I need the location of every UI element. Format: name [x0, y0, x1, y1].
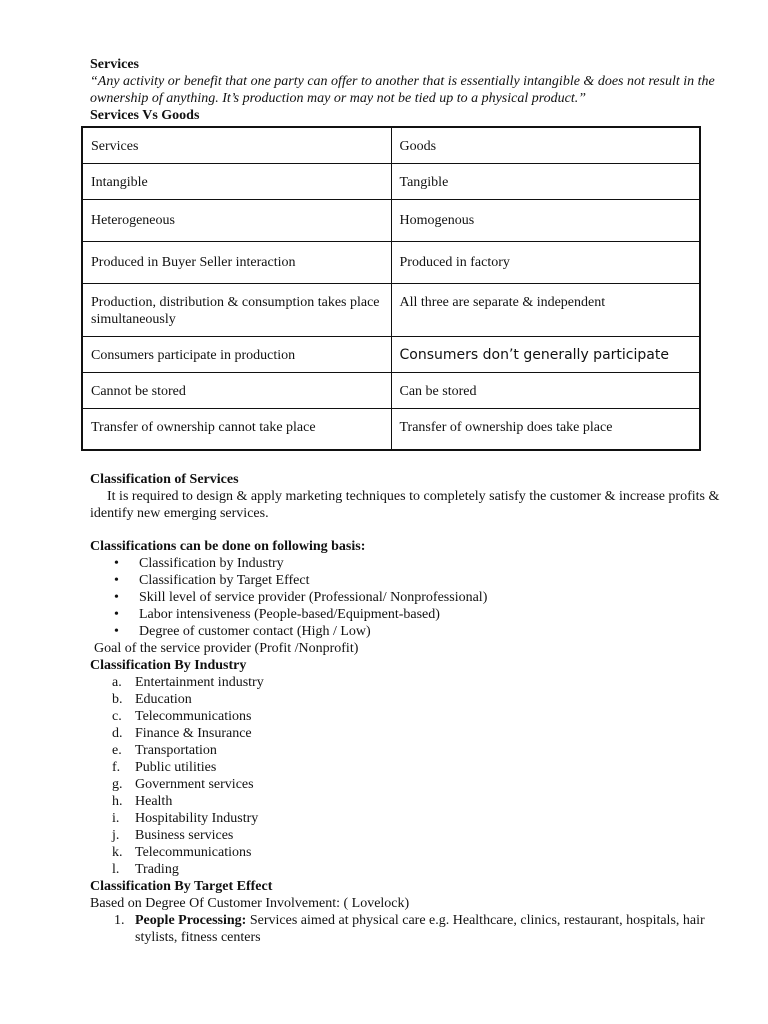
document-content: [90, 56, 730, 946]
list-item: [90, 759, 730, 776]
list-item: [90, 844, 730, 861]
list-item: [90, 793, 730, 810]
table-cell-services: Intangible: [82, 164, 391, 200]
table-row: [82, 373, 700, 409]
list-item: • Classification by Industry: [90, 555, 730, 572]
table-cell-goods: Consumers don’t generally participate: [391, 337, 700, 373]
table-cell-services: Heterogeneous: [82, 200, 391, 242]
table-row: [82, 337, 700, 373]
services-heading: Services: [90, 57, 139, 72]
list-marker: a.: [112, 675, 122, 690]
basis-list: [90, 555, 730, 640]
table-cell-goods: Tangible: [391, 164, 700, 200]
table-cell-goods: Goods: [391, 127, 700, 164]
list-item: [90, 776, 730, 793]
list-marker: e.: [112, 743, 122, 758]
list-item-text: Telecommunications: [135, 709, 252, 724]
industry-heading: Classification By Industry: [90, 658, 247, 673]
list-item: [90, 708, 730, 725]
services-vs-goods-table: [81, 126, 701, 451]
list-item: [90, 810, 730, 827]
basis-heading: Classifications can be done on following basis:: [90, 539, 366, 554]
services-definition: “Any activity or benefit that one party can offer to another that is essentially intangible & does not result in the ownership of anything. It’s production may or may not be tied up to a physical product.”: [90, 74, 715, 106]
list-marker: g.: [112, 777, 123, 792]
list-item: • Labor intensiveness (People-based/Equipment-based): [90, 606, 730, 623]
list-marker: b.: [112, 692, 123, 707]
list-item: • Degree of customer contact (High / Low): [90, 623, 730, 640]
list-item-text: Services aimed at physical care e.g. Healthcare, clinics, restaurant, hospitals, hair stylists, fitness centers: [135, 913, 705, 945]
list-item-text: Hospitability Industry: [135, 811, 259, 826]
list-marker: f.: [112, 760, 121, 775]
list-item-text: Health: [135, 794, 173, 809]
list-marker: i.: [112, 811, 120, 826]
classification-heading: Classification of Services: [90, 472, 239, 487]
table-cell-goods: Transfer of ownership does take place: [391, 409, 700, 451]
list-marker: h.: [112, 794, 123, 809]
table-cell-goods: Homogenous: [391, 200, 700, 242]
table-row: [82, 200, 700, 242]
list-item: [90, 827, 730, 844]
table-cell-services: Cannot be stored: [82, 373, 391, 409]
list-marker: c.: [112, 709, 122, 724]
table-cell-services: Transfer of ownership cannot take place: [82, 409, 391, 451]
list-item-text: Government services: [135, 777, 254, 792]
table-row: [82, 242, 700, 284]
list-marker: l.: [112, 862, 120, 877]
table-row: [82, 127, 700, 164]
list-item-text: Transportation: [135, 743, 217, 758]
list-item: [90, 742, 730, 759]
list-item-text: Business services: [135, 828, 234, 843]
table-cell-goods: Produced in factory: [391, 242, 700, 284]
table-cell-services: Consumers participate in production: [82, 337, 391, 373]
list-item-text: Trading: [135, 862, 179, 877]
list-item-text: Finance & Insurance: [135, 726, 252, 741]
table-cell-services: Produced in Buyer Seller interaction: [82, 242, 391, 284]
list-marker: k.: [112, 845, 123, 860]
list-item: [90, 691, 730, 708]
target-effect-basis: Based on Degree Of Customer Involvement: ( Lovelock): [90, 896, 410, 911]
table-cell-services: Services: [82, 127, 391, 164]
table-row: [82, 409, 700, 451]
list-item: [90, 861, 730, 878]
list-item: [90, 725, 730, 742]
list-item-term: People Processing:: [135, 913, 247, 928]
list-item-text: Public utilities: [135, 760, 217, 775]
table-row: [82, 284, 700, 337]
table-row: [82, 164, 700, 200]
list-marker: j.: [112, 828, 120, 843]
classification-text: It is required to design & apply marketing techniques to completely satisfy the customer & increase profits & identify new emerging services.: [90, 489, 720, 521]
list-item: • Classification by Target Effect: [90, 572, 730, 589]
table-cell-services: Production, distribution & consumption takes place simultaneously: [82, 284, 391, 337]
table-cell-goods: All three are separate & independent: [391, 284, 700, 337]
industry-list: [90, 674, 730, 878]
goal-line: Goal of the service provider (Profit /Nonprofit): [94, 641, 359, 656]
services-vs-goods-heading: Services Vs Goods: [90, 108, 200, 123]
list-marker: 1.: [114, 913, 125, 928]
list-item-text: Telecommunications: [135, 845, 252, 860]
target-effect-list: [90, 912, 730, 946]
list-item: [90, 674, 730, 691]
list-item: [90, 912, 730, 946]
list-item-text: Education: [135, 692, 192, 707]
list-item-text: Entertainment industry: [135, 675, 264, 690]
list-item: • Skill level of service provider (Professional/ Nonprofessional): [90, 589, 730, 606]
table-cell-goods: Can be stored: [391, 373, 700, 409]
list-marker: d.: [112, 726, 123, 741]
target-effect-heading: Classification By Target Effect: [90, 879, 273, 894]
